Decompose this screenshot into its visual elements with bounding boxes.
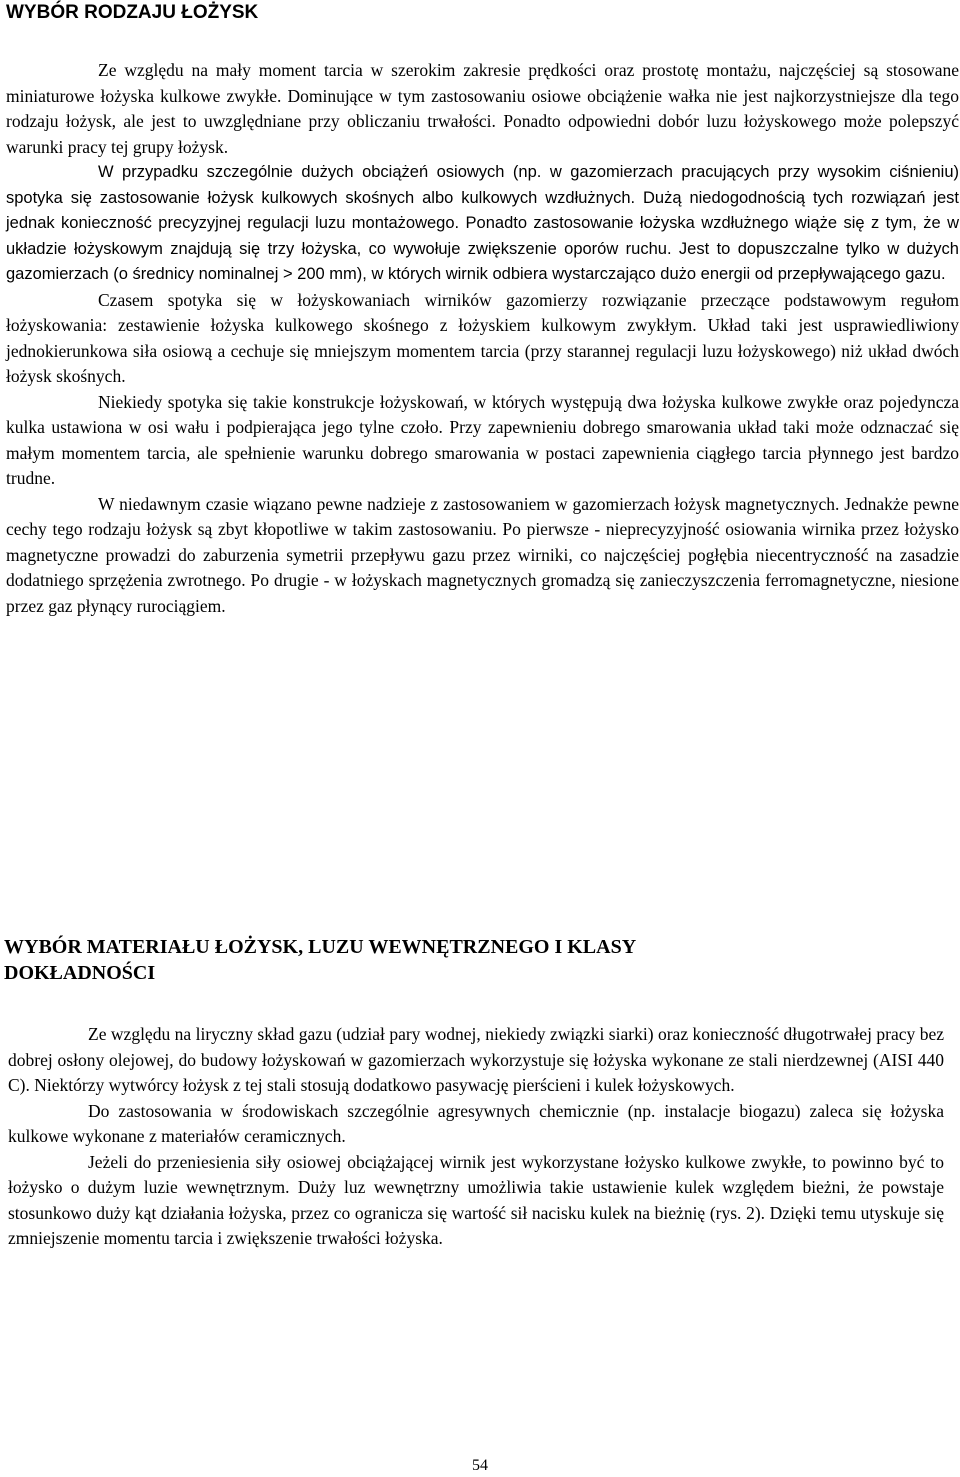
paragraph: W przypadku szczególnie dużych obciążeń osiowych (np. w gazomierzach pracujących przy wysokim ciśnieniu) spotyka się zastosowanie łożysk kulkowych skośnych albo kulkowych wzdłużnych. Dużą niedogodnością tych rozwiązań jest jednak konieczność precyzyjnej regulacji luzu montażowego. Ponadto zastosowanie łożyska wzdłużnego wiąże się z tym, że w układzie łożyskowym znajdują się trzy łożyska, co wywołuje zwiększenie oporów ruchu. Jest to dopuszczalne tylko w dużych gazomierzach (o średnicy nominalnej > 200 mm), w których wirnik odbiera wystarczająco dużo energii od przepływającego gazu.	[6, 163, 959, 283]
paragraph: Jeżeli do przeniesienia siły osiowej obciążającej wirnik jest wykorzystane łożysko kulkowe zwykłe, to powinno być to łożysko o dużym luzie wewnętrznym. Duży luz wewnętrzny umożliwia takie ustawienie kulek względem bieżni, że powstaje stosunkowo duży kąt działania łożyska, przez co ogranicza się wartość sił nacisku kulek na bieżnię (rys. 2). Dzięki temu utyskuje się zmniejszenie momentu tarcia i zwiększenie trwałości łożyska.	[8, 1151, 944, 1248]
paragraph: Ze względu na mały moment tarcia w szerokim zakresie prędkości oraz prostotę montażu, najczęściej są stosowane miniaturowe łożyska kulkowe zwykłe. Dominujące w tym zastosowaniu osiowe obciążenie wałka nie jest najkorzystniejsze dla tego rodzaju łożysk, ale jest to uwzględniane przy obliczaniu trwałości. Ponadto odpowiedni dobór luzu łożyskowego może polepszyć warunki pracy tej grupy łożysk.	[6, 60, 959, 157]
page-number: 54	[472, 1457, 488, 1474]
paragraph: Do zastosowania w środowiskach szczególnie agresywnych chemicznie (np. instalacje biogazu) zaleca się łożyska kulkowe wykonane z materiałów ceramicznych.	[8, 1100, 944, 1146]
section-body-material	[8, 1022, 944, 1252]
section-body-bearing-type	[6, 58, 959, 619]
section-title-bearing-type: WYBÓR RODZAJU ŁOŻYSK	[6, 2, 259, 23]
paragraph: Ze względu na liryczny skład gazu (udział pary wodnej, niekiedy związki siarki) oraz konieczność długotrwałej pracy bez dobrej osłony olejowej, do budowy łożyskowań w gazomierzach wykorzystuje się łożyska wykonane ze stali nierdzewnej (AISI 440 C). Niektórzy wytwórcy łożysk z tej stali stosują dodatkowo pasywację pierścieni i kulek łożyskowych.	[8, 1024, 944, 1095]
paragraph: Czasem spotyka się w łożyskowaniach wirników gazomierzy rozwiązanie przeczące podstawowym regułom łożyskowania: zestawienie łożyska kulkowego skośnego z łożyskiem kulkowym zwykłym. Układ taki jest usprawiedliwiony jednokierunkowa siła osiową a cechuje się mniejszym momentem tarcia (przy starannej regulacji luzu łożyskowego) niż układ dwóch łożysk skośnych.	[6, 289, 959, 386]
section-title-material: WYBÓR MATERIAŁU ŁOŻYSK, LUZU WEWNĘTRZNEGO I KLASY DOKŁADNOŚCI	[4, 936, 636, 984]
paragraph: Niekiedy spotyka się takie konstrukcje łożyskowań, w których występują dwa łożyska kulkowe zwykłe oraz pojedyncza kulka ustawiona w osi wału i podpierająca jego tylne czoło. Przy zapewnieniu dobrego smarowania układ taki może odznaczać się małym momentem tarcia, ale spełnienie warunku dobrego smarowania w postaci zapewnienia ciągłego tarcia płynnego jest bardzo trudne.	[6, 391, 959, 488]
paragraph: W niedawnym czasie wiązano pewne nadzieje z zastosowaniem w gazomierzach łożysk magnetycznych. Jednakże pewne cechy tego rodzaju łożysk są zbyt kłopotliwe w takim zastosowaniu. Po pierwsze - nieprecyzyjność osiowania wirnika przez łożysko magnetyczne prowadzi do zaburzenia symetrii przepływu gazu przez wirniki, co najczęściej pogłębia niecentryczność na zasadzie dodatniego sprzężenia zwrotnego. Po drugie - w łożyskach magnetycznych gromadzą się zanieczyszczenia ferromagnetyczne, niesione przez gaz płynący rurociągiem.	[6, 493, 959, 616]
